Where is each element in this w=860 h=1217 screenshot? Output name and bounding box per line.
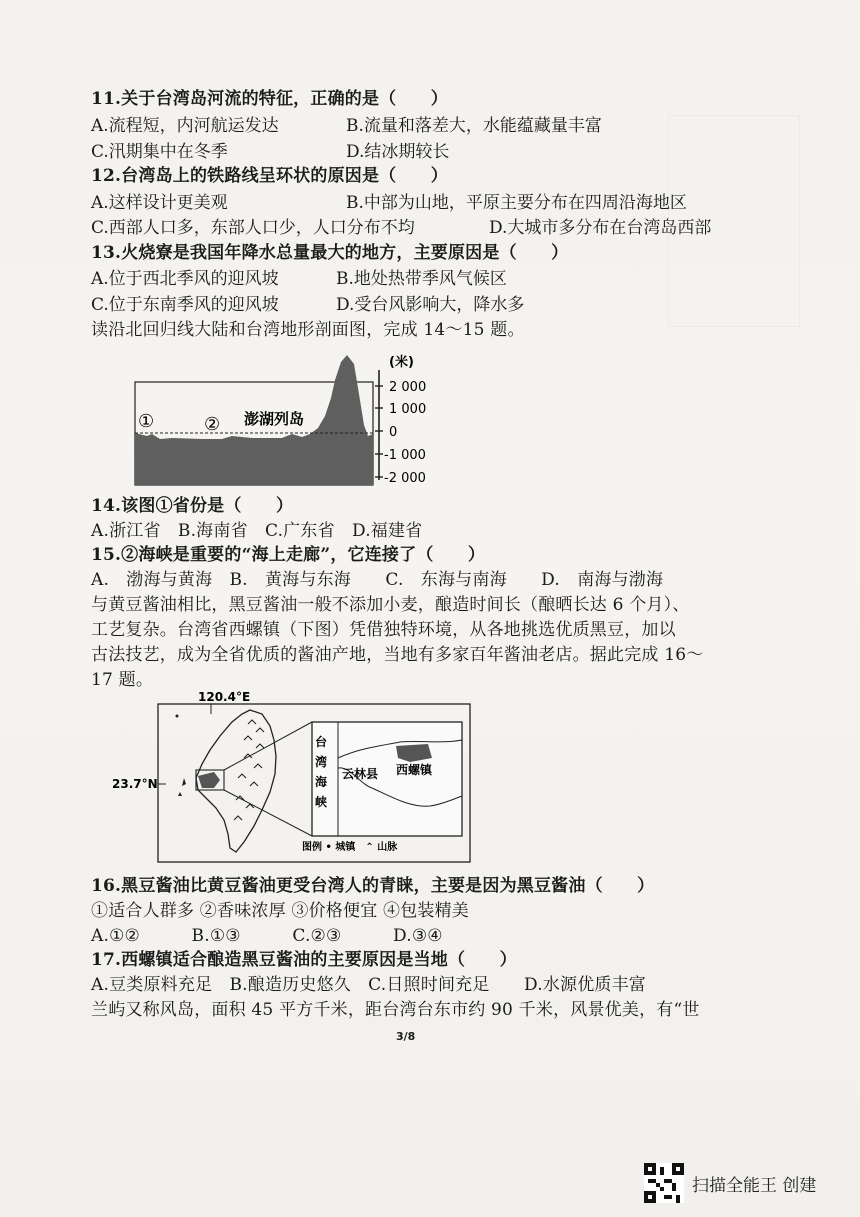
tick-label-2000: 2 000 — [389, 380, 427, 395]
intro-16-17-line1: 与黄豆酱油相比，黑豆酱油一般不添加小麦，酿造时间长（酿晒长达 6 个月）、 — [91, 595, 690, 615]
q16-stem: 16.黑豆酱油比黄豆酱油更受台湾人的青睐，主要是因为黑豆酱油（ ） — [91, 876, 655, 896]
q12-option-a: A.这样设计更美观 — [91, 193, 228, 213]
strait-char-2: 湾 — [315, 755, 328, 769]
q13-option-b: B.地处热带季风气候区 — [336, 269, 507, 289]
q16-items: ①适合人群多 ②香味浓厚 ③价格便宜 ④包装精美 — [91, 901, 470, 921]
qr-code-icon — [644, 1163, 684, 1203]
intro-14-15: 读沿北回归线大陆和台湾地形剖面图，完成 14～15 题。 — [91, 320, 525, 340]
mountain-symbols — [234, 720, 264, 820]
tick-label-minus-1000: -1 000 — [384, 448, 426, 463]
strait-char-3: 海 — [315, 775, 328, 789]
marker-2: ② — [204, 414, 221, 435]
map-legend: 图例 • 城镇 ⌃ 山脉 — [302, 842, 398, 853]
q12-stem: 12.台湾岛上的铁路线呈环状的原因是（ ） — [91, 166, 448, 186]
xiluo-label: 西螺镇 — [396, 763, 433, 777]
q12-option-c: C.西部人口多，东部人口少，人口分布不均 — [91, 218, 415, 238]
scanner-watermark — [644, 1162, 816, 1204]
yunlin-label: 云林县 — [342, 767, 379, 781]
q11-option-b: B.流量和落差大，水能蕴藏量丰富 — [346, 116, 602, 136]
q13-option-d: D.受台风影响大，降水多 — [336, 295, 525, 315]
penghu-label: 澎湖列岛 — [244, 410, 305, 428]
q11-stem: 11.关于台湾岛河流的特征，正确的是（ ） — [91, 89, 448, 109]
intro-16-17-line3: 古法技艺，成为全省优质的酱油产地，当地有多家百年酱油老店。据此完成 16～ — [91, 645, 704, 665]
yunlin-highlight — [198, 772, 220, 788]
q11-option-c: C.汛期集中在冬季 — [91, 142, 228, 162]
latitude-label: 23.7°N — [112, 777, 158, 791]
q14-stem: 14.该图①省份是（ ） — [91, 496, 294, 516]
intro-16-17-line4: 17 题。 — [91, 670, 154, 690]
q13-option-c: C.位于东南季风的迎风坡 — [91, 295, 279, 315]
inset-frame — [312, 722, 462, 836]
q13-option-a: A.位于西北季风的迎风坡 — [91, 269, 279, 289]
north-islet — [176, 715, 179, 718]
scanner-watermark-text: 扫描全能王 创建 — [692, 1175, 817, 1196]
longitude-label: 120.4°E — [198, 690, 251, 704]
tick-label-0: 0 — [389, 425, 398, 440]
taiwan-map-figure — [110, 688, 480, 866]
strait-char-4: 峡 — [315, 795, 328, 809]
tick-label-1000: 1 000 — [389, 402, 427, 417]
q15-options: A. 渤海与黄海 B. 黄海与东海 C. 东海与南海 D. 南海与渤海 — [91, 570, 664, 590]
q13-stem: 13.火烧寮是我国年降水总量最大的地方，主要原因是（ ） — [91, 243, 569, 263]
q11-option-d: D.结冰期较长 — [346, 142, 450, 162]
intro-16-17-line2: 工艺复杂。台湾省西螺镇（下图）凭借独特环境，从各地挑选优质黑豆，加以 — [91, 620, 676, 640]
strait-char-1: 台 — [315, 735, 328, 749]
q12-option-b: B.中部为山地，平原主要分布在四周沿海地区 — [346, 193, 687, 213]
q15-stem: 15.②海峡是重要的“海上走廊”，它连接了（ ） — [91, 545, 486, 565]
q14-options: A.浙江省 B.海南省 C.广东省 D.福建省 — [91, 521, 423, 541]
q16-options: A.①② B.①③ C.②③ D.③④ — [91, 926, 443, 946]
q12-option-d: D.大城市多分布在台湾岛西部 — [489, 218, 712, 238]
marker-1: ① — [138, 411, 155, 432]
q11-option-a: A.流程短，内河航运发达 — [91, 116, 279, 136]
q17-options: A.豆类原料充足 B.酿造历史悠久 C.日照时间充足 D.水源优质丰富 — [91, 975, 647, 995]
lanyu-passage: 兰屿又称风岛，面积 45 平方千米，距台湾台东市约 90 千米，风景优美，有“世 — [91, 1000, 700, 1020]
terrain-profile-figure — [132, 350, 452, 492]
zoom-line-top — [224, 722, 312, 770]
penghu-islets — [178, 778, 186, 796]
unit-label: (米) — [389, 355, 414, 370]
tick-label-minus-2000: -2 000 — [384, 471, 426, 486]
page-number: 3/8 — [396, 1030, 416, 1043]
q17-stem: 17.西螺镇适合酿造黑豆酱油的主要原因是当地（ ） — [91, 950, 517, 970]
